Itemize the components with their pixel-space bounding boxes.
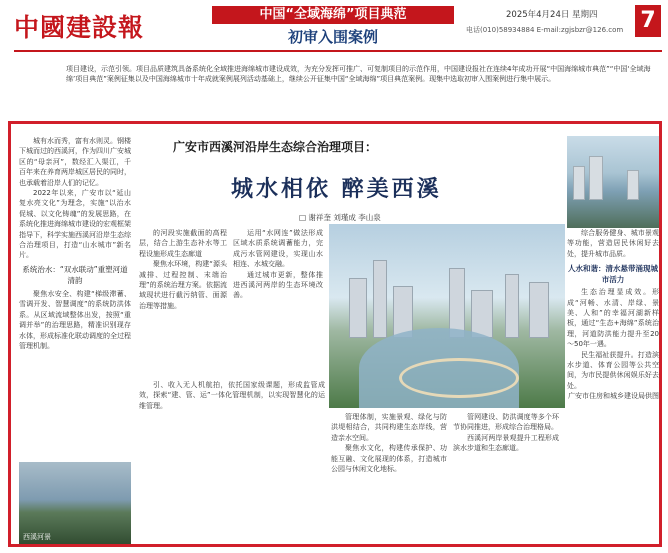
river-photo bbox=[19, 462, 131, 546]
article-column-6 bbox=[567, 228, 659, 402]
building bbox=[471, 290, 493, 338]
article-headline: 城水相依 醉美西溪 bbox=[231, 176, 442, 202]
paragraph: 管网建设、防洪调度等多个环节协同推进，形成综合治理格局。 bbox=[453, 413, 559, 432]
paragraph: 民生福祉获提升。打造滨水步道、体育公园等公共空间，为市民提供休闲娱乐好去处。 bbox=[567, 350, 659, 390]
section-banner: 中国“全域海绵”项目典范 bbox=[212, 6, 454, 24]
paragraph: 聚焦水环境，构建“源头减排、过程控制、末端治理”的系统治理方案。依据流域现状进行截污纳管、面源治理等措施。 bbox=[139, 260, 227, 310]
paragraph: 引、收入无人机航拍，依托国家级课题，形成监管成效，探索“建、管、运”一体化管理机制，以实现智慧化的运维管理。 bbox=[139, 381, 325, 410]
masthead bbox=[0, 0, 668, 58]
paragraph: 运用“水网连”做法形成区域水质系统调蓄能力，完成污水管网建设，实现山水相连、水城交融。 bbox=[233, 229, 323, 269]
building bbox=[373, 260, 387, 338]
article-frame bbox=[8, 121, 662, 547]
building bbox=[349, 278, 367, 338]
article-column-5 bbox=[453, 412, 559, 454]
intro-paragraph: 项目建设，示范引领。项目品质建筑具备系统化全域推进海绵城市建设成效，为充分发挥可推广、可复制项目的示范作用，中国建设报社在连续4年成功开展“中国海绵城市典范”“中国‘全域海绵’项目典范”案例征集以及中国海绵城市十年成就案例展列活动基础上，继续公开征集中国“全域海绵”项目典范案例。现集中选取初审入围案例进行集中展示。 bbox=[66, 65, 651, 83]
building bbox=[573, 166, 585, 200]
photo-caption: 西溪河景 bbox=[23, 533, 51, 541]
article-byline: □ 谢祥奎 刘瑾成 李山泉 bbox=[299, 213, 381, 222]
building bbox=[589, 156, 603, 200]
building bbox=[505, 274, 519, 338]
section-heading: 人水和谐：清水悬带涌现城市活力 bbox=[568, 264, 658, 285]
paragraph: 聚焦水文化，构建传承保护、功能互融、文化展现的体系，打造城市公园与休闲文化地标。 bbox=[331, 444, 447, 474]
dateline: 2025年4月24日 星期四 bbox=[506, 10, 598, 20]
section-subbanner: 初审入围案例 bbox=[287, 28, 378, 46]
paragraph: 城有水而秀，富有水则灵。钢楼下城而过的西溪河，作为四川广安城区的“母亲河”，数经汇入渠江，千百年来在养育两岸城区居民的同时，也承载着沿岸人们的记忆。 bbox=[19, 137, 131, 187]
paragraph: 西溪河两岸景观提升工程形成滨水步道和生态廊道。 bbox=[453, 433, 559, 453]
article-kicker: 广安市西溪河沿岸生态综合治理项目： bbox=[173, 140, 378, 154]
city-river-aerial-photo bbox=[329, 224, 565, 408]
building bbox=[627, 170, 639, 200]
paragraph: 生态治理显成效。形成“河畅、水清、岸绿、景美、人和”的幸福河湖新样板，通过“生态+海绵”系统治理，河道防洪能力提升至20～50年一遇。 bbox=[567, 288, 659, 349]
riverside-path bbox=[399, 358, 519, 398]
paragraph: 2022年以来，广安市以“延山复水亮文化”为理念，实施“以治水促城、以文化铸魂”的发展思路，在系统化推进海绵城市建设的宏观框架指导下，科学实施西溪河沿岸生态综合治理项目，打造“山水城市”新名片。 bbox=[19, 189, 131, 260]
article-column-4 bbox=[331, 412, 447, 474]
article-column-3 bbox=[233, 228, 323, 301]
paragraph: 综合服务健身、城市景观等功能，营造居民休闲好去处，提升城市品质。 bbox=[567, 229, 659, 258]
article-column-1 bbox=[19, 136, 131, 351]
building bbox=[529, 282, 549, 338]
section-heading: 系统治水：“双水联动”重塑河道清韵 bbox=[22, 264, 128, 285]
photo-credit: 广安市住房和城乡建设局供图 bbox=[568, 392, 659, 401]
editor-contact: 电话(010)58934884 E-mail:zgjsbzr@126.com bbox=[466, 26, 624, 34]
page-number: 7 bbox=[635, 5, 661, 37]
paragraph: 通过城市更新，整体推进西溪河两岸的生态环境改善。 bbox=[233, 270, 323, 300]
article-column-2b bbox=[139, 380, 325, 411]
riverside-photo bbox=[567, 136, 659, 228]
paragraph: 聚焦水安全、构建“梯级滞蓄、雪调开发、智慧调度”的系统防洪体系。从区域流域整体出发，按照“重调并举”的治理思路，精准识别现存水体，形成标准化联动调度的全过程管理机制。 bbox=[19, 289, 131, 350]
paragraph: 的河段实施截面的高程层，结合上游生态补水等工程设施形成生态廊道 bbox=[139, 229, 227, 258]
article-column-2 bbox=[139, 228, 227, 311]
paragraph: 管理体制，实施景观、绿化与防洪堤相结合，共同构建生态岸线，营造亲水空间。 bbox=[331, 413, 447, 442]
newspaper-logo: 中國建設報 bbox=[14, 13, 145, 42]
masthead-rule bbox=[14, 50, 662, 52]
